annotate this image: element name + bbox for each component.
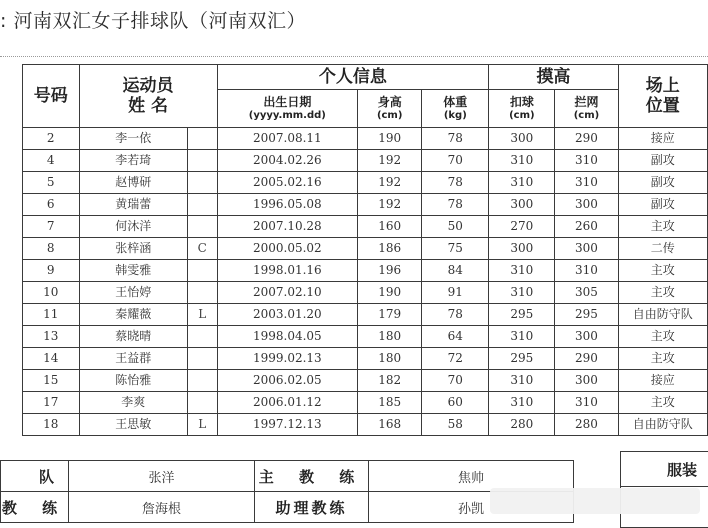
header-athlete-line1: 运动员 (122, 76, 174, 96)
cell-birth: 2005.02.16 (217, 172, 358, 194)
cell-number: 11 (23, 304, 80, 326)
cell-spike: 310 (489, 260, 555, 282)
cell-spike: 270 (489, 216, 555, 238)
header-position-line1: 场上 (645, 76, 680, 96)
header-number: 号码 (23, 65, 80, 128)
cell-height: 185 (358, 392, 422, 414)
header-athlete (79, 65, 217, 128)
cell-position: 接应 (618, 128, 707, 150)
table-row (23, 238, 708, 260)
cell-position: 主攻 (618, 282, 707, 304)
cell-number: 17 (23, 392, 80, 414)
cell-number: 9 (23, 260, 80, 282)
cell-role (187, 150, 217, 172)
cell-block: 300 (555, 194, 618, 216)
cell-height: 190 (358, 128, 422, 150)
cell-name: 王益群 (79, 348, 187, 370)
cell-name: 何沐洋 (79, 216, 187, 238)
cell-birth: 1998.04.05 (217, 326, 358, 348)
cell-role (187, 194, 217, 216)
cell-block: 300 (555, 326, 618, 348)
cell-name: 李爽 (79, 392, 187, 414)
cell-name: 蔡晓晴 (79, 326, 187, 348)
cell-birth: 1999.02.13 (217, 348, 358, 370)
cell-role (187, 128, 217, 150)
cell-position: 主攻 (618, 260, 707, 282)
cell-height: 192 (358, 150, 422, 172)
cell-number: 8 (23, 238, 80, 260)
header-position-line2: 位置 (645, 96, 680, 116)
cell-role: C (187, 238, 217, 260)
cell-height: 186 (358, 238, 422, 260)
cell-position: 接应 (618, 370, 707, 392)
cell-weight: 70 (422, 150, 489, 172)
table-row (23, 282, 708, 304)
cell-weight: 78 (422, 128, 489, 150)
staff-team-label-1: 队 (1, 461, 69, 492)
cell-spike: 280 (489, 414, 555, 436)
table-row (23, 172, 708, 194)
cell-role (187, 260, 217, 282)
cell-position: 主攻 (618, 326, 707, 348)
cell-block: 305 (555, 282, 618, 304)
header-height (358, 90, 422, 128)
cell-name: 张梓涵 (79, 238, 187, 260)
cell-height: 180 (358, 326, 422, 348)
cell-spike: 310 (489, 172, 555, 194)
header-athlete-line2: 姓 名 (128, 96, 168, 116)
roster-table (22, 64, 708, 436)
cell-spike: 295 (489, 348, 555, 370)
cell-birth: 2007.10.28 (217, 216, 358, 238)
cell-birth: 2007.02.10 (217, 282, 358, 304)
dotted-divider (0, 56, 708, 57)
cell-block: 310 (555, 260, 618, 282)
table-row (23, 150, 708, 172)
table-row (23, 326, 708, 348)
watermark-overlay (490, 488, 700, 514)
cell-birth: 2007.08.11 (217, 128, 358, 150)
cell-weight: 58 (422, 414, 489, 436)
head-coach-name: 焦帅 (369, 461, 574, 492)
cell-birth: 1998.01.16 (217, 260, 358, 282)
cell-height: 168 (358, 414, 422, 436)
cell-position: 二传 (618, 238, 707, 260)
table-row (23, 370, 708, 392)
cell-weight: 70 (422, 370, 489, 392)
table-row (23, 304, 708, 326)
header-birth-label: 出生日期 (263, 94, 312, 109)
cell-number: 2 (23, 128, 80, 150)
cell-position: 副攻 (618, 150, 707, 172)
cell-weight: 50 (422, 216, 489, 238)
cell-number: 5 (23, 172, 80, 194)
cell-position: 自由防守队 (618, 414, 707, 436)
page-title: : 河南双汇女子排球队（河南双汇） (0, 10, 306, 32)
cell-number: 18 (23, 414, 80, 436)
cell-birth: 2000.05.02 (217, 238, 358, 260)
cell-role (187, 348, 217, 370)
cell-block: 295 (555, 304, 618, 326)
assistant-coach-label: 助理教练 (255, 492, 369, 523)
cell-name: 王思敏 (79, 414, 187, 436)
cell-height: 179 (358, 304, 422, 326)
cell-birth: 2006.01.12 (217, 392, 358, 414)
table-row (23, 194, 708, 216)
cell-weight: 75 (422, 238, 489, 260)
cell-weight: 78 (422, 194, 489, 216)
header-birth (217, 90, 358, 128)
cell-height: 180 (358, 348, 422, 370)
cell-spike: 310 (489, 282, 555, 304)
cell-block: 300 (555, 238, 618, 260)
cell-name: 韩雯雅 (79, 260, 187, 282)
cell-height: 182 (358, 370, 422, 392)
cell-number: 13 (23, 326, 80, 348)
staff-table (0, 460, 574, 523)
staff-team-name-1: 张洋 (69, 461, 255, 492)
cell-block: 290 (555, 348, 618, 370)
table-row (23, 348, 708, 370)
staff-team-name-2: 詹海根 (69, 492, 255, 523)
cell-position: 主攻 (618, 348, 707, 370)
cell-height: 196 (358, 260, 422, 282)
cell-weight: 78 (422, 172, 489, 194)
cell-number: 14 (23, 348, 80, 370)
cell-name: 赵博研 (79, 172, 187, 194)
cell-block: 310 (555, 172, 618, 194)
header-birth-format: (yyyy.mm.dd) (248, 109, 326, 121)
cell-weight: 64 (422, 326, 489, 348)
cell-position: 副攻 (618, 194, 707, 216)
cell-number: 15 (23, 370, 80, 392)
cell-name: 李若琦 (79, 150, 187, 172)
cell-height: 160 (358, 216, 422, 238)
cell-spike: 310 (489, 392, 555, 414)
cell-name: 秦耀薇 (79, 304, 187, 326)
cell-number: 4 (23, 150, 80, 172)
cell-height: 192 (358, 172, 422, 194)
uniform-label: 服装 (620, 451, 708, 487)
cell-role (187, 370, 217, 392)
cell-block: 290 (555, 128, 618, 150)
cell-block: 310 (555, 392, 618, 414)
cell-birth: 1996.05.08 (217, 194, 358, 216)
cell-spike: 300 (489, 128, 555, 150)
header-block-unit: (cm) (573, 109, 600, 121)
cell-birth: 1997.12.13 (217, 414, 358, 436)
cell-number: 6 (23, 194, 80, 216)
cell-name: 李一依 (79, 128, 187, 150)
cell-weight: 91 (422, 282, 489, 304)
table-row (23, 414, 708, 436)
cell-position: 主攻 (618, 392, 707, 414)
cell-weight: 60 (422, 392, 489, 414)
cell-number: 10 (23, 282, 80, 304)
cell-role (187, 172, 217, 194)
cell-block: 310 (555, 150, 618, 172)
cell-block: 260 (555, 216, 618, 238)
table-row (23, 260, 708, 282)
cell-role (187, 392, 217, 414)
cell-role (187, 326, 217, 348)
header-weight-label: 体重 (443, 94, 468, 109)
header-block-label: 拦网 (574, 94, 599, 109)
cell-spike: 295 (489, 304, 555, 326)
cell-role (187, 282, 217, 304)
table-row (23, 128, 708, 150)
cell-spike: 300 (489, 238, 555, 260)
header-weight (422, 90, 489, 128)
cell-birth: 2006.02.05 (217, 370, 358, 392)
staff-team-label-2: 教 练 (1, 492, 69, 523)
cell-spike: 310 (489, 150, 555, 172)
cell-block: 300 (555, 370, 618, 392)
cell-role (187, 216, 217, 238)
header-height-label: 身高 (377, 94, 402, 109)
cell-role: L (187, 414, 217, 436)
header-height-unit: (cm) (376, 109, 403, 121)
cell-weight: 84 (422, 260, 489, 282)
cell-spike: 300 (489, 194, 555, 216)
header-spike-unit: (cm) (509, 109, 535, 121)
header-block (555, 90, 618, 128)
header-personal-info: 个人信息 (217, 65, 489, 90)
cell-number: 7 (23, 216, 80, 238)
assistant-coach-name: 孙凯 (369, 492, 574, 523)
cell-weight: 78 (422, 304, 489, 326)
table-row (23, 216, 708, 238)
cell-birth: 2004.02.26 (217, 150, 358, 172)
header-position (618, 65, 707, 128)
header-reach: 摸高 (489, 65, 618, 90)
cell-name: 黄瑞蕾 (79, 194, 187, 216)
table-row (23, 392, 708, 414)
cell-spike: 310 (489, 370, 555, 392)
cell-weight: 72 (422, 348, 489, 370)
cell-name: 王怡婷 (79, 282, 187, 304)
cell-height: 192 (358, 194, 422, 216)
header-spike-label: 扣球 (509, 94, 534, 109)
header-weight-unit: (kg) (443, 109, 467, 121)
header-spike (489, 90, 555, 128)
cell-name: 陈怡雅 (79, 370, 187, 392)
head-coach-label: 主 教 练 (255, 461, 369, 492)
cell-birth: 2003.01.20 (217, 304, 358, 326)
cell-spike: 310 (489, 326, 555, 348)
cell-position: 主攻 (618, 216, 707, 238)
cell-block: 280 (555, 414, 618, 436)
cell-role: L (187, 304, 217, 326)
cell-position: 副攻 (618, 172, 707, 194)
cell-height: 190 (358, 282, 422, 304)
cell-position: 自由防守队 (618, 304, 707, 326)
